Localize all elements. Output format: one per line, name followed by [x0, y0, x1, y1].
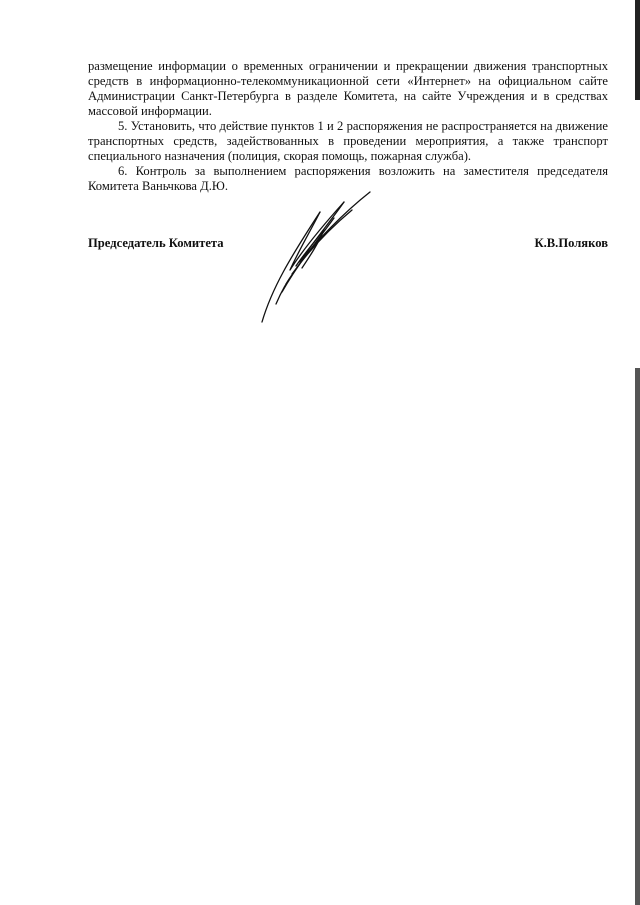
scan-edge-right — [635, 368, 640, 905]
paragraph-item-5: 5. Установить, что действие пунктов 1 и 2 распоряжения не распространяется на движение транспортных средств, задействованных в проведении мероприятия, а также транспорт специального назначения (полиция, скорая помощь, пожарная служба). — [88, 119, 608, 163]
document-body — [88, 59, 608, 194]
paragraph-item-6: 6. Контроль за выполнением распоряжения возложить на заместителя председателя Комитета Ваньчкова Д.Ю. — [88, 164, 608, 193]
scan-edge-top — [635, 0, 640, 100]
handwritten-signature — [252, 188, 382, 326]
signer-title: Председатель Комитета — [88, 236, 224, 250]
paragraph-continuation: размещение информации о временных ограничении и прекращении движения транспортных средств в информационно-телекоммуникационной сети «Интернет» на официальном сайте Администрации Санкт-Петербурга в разделе Комитета, на сайте Учреждения и в средствах массовой информации. — [88, 59, 608, 118]
signer-name: К.В.Поляков — [534, 236, 608, 250]
